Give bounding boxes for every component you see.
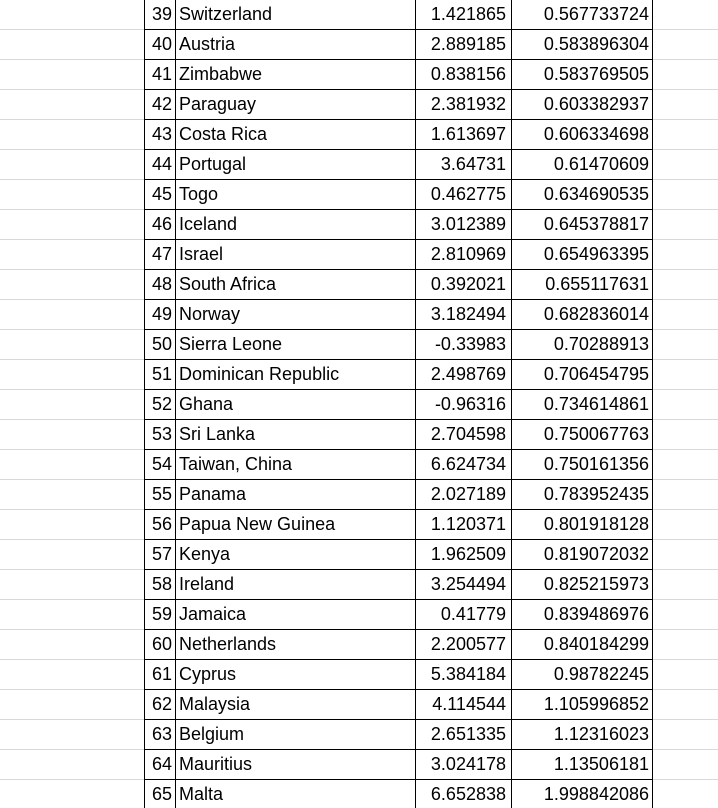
table-row [0,540,718,570]
value-2-cell[interactable]: 0.603382937 [512,90,652,120]
country-cell[interactable]: Papua New Guinea [176,510,416,540]
empty-cell[interactable] [0,210,144,239]
empty-cell[interactable] [0,660,144,689]
table-row [0,0,718,30]
value-2-cell[interactable]: 0.750067763 [512,420,652,450]
empty-cell[interactable] [652,210,718,239]
empty-cell[interactable] [652,270,718,299]
value-1-cell[interactable]: 3.024178 [416,750,511,780]
country-cell[interactable]: Sri Lanka [176,420,416,450]
empty-cell[interactable] [0,120,144,149]
country-cell[interactable]: Netherlands [176,630,416,660]
value-2-cell[interactable]: 0.783952435 [512,480,652,510]
row-number-cell[interactable]: 45 [144,180,175,210]
value-2-cell[interactable]: 0.70288913 [512,330,652,360]
empty-cell[interactable] [652,30,718,59]
table-row [0,750,718,780]
country-cell[interactable]: Belgium [176,720,416,750]
empty-cell[interactable] [0,90,144,119]
row-number-cell[interactable]: 63 [144,720,175,750]
empty-cell[interactable] [0,690,144,719]
row-number-cell[interactable]: 65 [144,780,175,808]
empty-cell[interactable] [0,480,144,509]
row-number-cell[interactable]: 52 [144,390,175,420]
value-2-cell[interactable]: 0.655117631 [512,270,652,300]
value-2-cell[interactable]: 0.583896304 [512,30,652,60]
table-row [0,450,718,480]
value-1-cell[interactable]: 0.838156 [416,60,511,90]
row-number-cell[interactable]: 50 [144,330,175,360]
value-1-cell[interactable]: 5.384184 [416,660,511,690]
country-cell[interactable]: Costa Rica [176,120,416,150]
country-cell[interactable]: South Africa [176,270,416,300]
row-number-cell[interactable]: 55 [144,480,175,510]
table-row [0,30,718,60]
value-2-cell[interactable]: 1.105996852 [512,690,652,720]
value-1-cell[interactable]: 3.012389 [416,210,511,240]
row-number-cell[interactable]: 51 [144,360,175,390]
value-2-cell[interactable]: 0.567733724 [512,0,652,30]
value-2-cell[interactable]: 1.998842086 [512,780,652,808]
value-1-cell[interactable]: 2.027189 [416,480,511,510]
value-1-cell[interactable]: 3.182494 [416,300,511,330]
value-2-cell[interactable]: 0.98782245 [512,660,652,690]
value-2-cell[interactable]: 0.606334698 [512,120,652,150]
country-cell[interactable]: Taiwan, China [176,450,416,480]
empty-cell[interactable] [0,630,144,659]
value-2-cell[interactable]: 0.734614861 [512,390,652,420]
empty-cell[interactable] [652,360,718,389]
country-cell[interactable]: Malaysia [176,690,416,720]
table-row [0,570,718,600]
empty-cell[interactable] [652,390,718,419]
empty-cell[interactable] [652,330,718,359]
empty-cell[interactable] [652,720,718,749]
country-cell[interactable]: Malta [176,780,416,808]
empty-cell[interactable] [0,0,144,29]
country-cell[interactable]: Switzerland [176,0,416,30]
cell-border [175,0,176,808]
table-row [0,330,718,360]
country-cell[interactable]: Zimbabwe [176,60,416,90]
empty-cell[interactable] [652,300,718,329]
empty-cell[interactable] [652,60,718,89]
empty-cell[interactable] [652,90,718,119]
table-row [0,510,718,540]
empty-cell[interactable] [0,180,144,209]
empty-cell[interactable] [0,360,144,389]
row-number-cell[interactable]: 53 [144,420,175,450]
row-number-cell[interactable]: 54 [144,450,175,480]
row-number-cell[interactable]: 41 [144,60,175,90]
value-2-cell[interactable]: 0.750161356 [512,450,652,480]
country-cell[interactable]: Kenya [176,540,416,570]
value-2-cell[interactable]: 1.13506181 [512,750,652,780]
value-1-cell[interactable]: 1.962509 [416,540,511,570]
value-1-cell[interactable]: -0.96316 [416,390,511,420]
value-1-cell[interactable]: 1.421865 [416,0,511,30]
country-cell[interactable]: Norway [176,300,416,330]
empty-cell[interactable] [0,150,144,179]
value-2-cell[interactable]: 0.825215973 [512,570,652,600]
table-row [0,420,718,450]
empty-cell[interactable] [0,780,144,808]
table-row [0,300,718,330]
row-number-cell[interactable]: 58 [144,570,175,600]
country-cell[interactable]: Dominican Republic [176,360,416,390]
cell-border [652,0,653,808]
value-2-cell[interactable]: 1.12316023 [512,720,652,750]
table-row [0,360,718,390]
table-row [0,720,718,750]
row-number-cell[interactable]: 46 [144,210,175,240]
row-number-cell[interactable]: 61 [144,660,175,690]
value-1-cell[interactable]: 4.114544 [416,690,511,720]
table-row [0,120,718,150]
country-cell[interactable]: Portugal [176,150,416,180]
row-number-cell[interactable]: 56 [144,510,175,540]
empty-cell[interactable] [652,240,718,269]
empty-cell[interactable] [0,750,144,779]
value-1-cell[interactable]: 3.64731 [416,150,511,180]
empty-cell[interactable] [0,720,144,749]
value-1-cell[interactable]: 1.120371 [416,510,511,540]
value-1-cell[interactable]: 2.810969 [416,240,511,270]
empty-cell[interactable] [652,480,718,509]
country-cell[interactable]: Ghana [176,390,416,420]
row-number-cell[interactable]: 60 [144,630,175,660]
row-number-cell[interactable]: 43 [144,120,175,150]
empty-cell[interactable] [0,330,144,359]
table-row [0,630,718,660]
empty-cell[interactable] [652,450,718,479]
value-1-cell[interactable]: -0.33983 [416,330,511,360]
empty-cell[interactable] [0,30,144,59]
table-row [0,150,718,180]
row-number-cell[interactable]: 40 [144,30,175,60]
row-number-cell[interactable]: 48 [144,270,175,300]
country-cell[interactable]: Iceland [176,210,416,240]
value-2-cell[interactable]: 0.654963395 [512,240,652,270]
empty-cell[interactable] [0,60,144,89]
empty-cell[interactable] [652,0,718,29]
value-1-cell[interactable]: 0.462775 [416,180,511,210]
table-row [0,60,718,90]
value-2-cell[interactable]: 0.61470609 [512,150,652,180]
row-number-cell[interactable]: 39 [144,0,175,30]
country-cell[interactable]: Togo [176,180,416,210]
empty-cell[interactable] [652,150,718,179]
table-row [0,90,718,120]
empty-cell[interactable] [652,420,718,449]
row-number-cell[interactable]: 59 [144,600,175,630]
table-row [0,180,718,210]
country-cell[interactable]: Sierra Leone [176,330,416,360]
empty-cell[interactable] [0,570,144,599]
empty-cell[interactable] [652,570,718,599]
country-cell[interactable]: Paraguay [176,90,416,120]
value-1-cell[interactable]: 6.624734 [416,450,511,480]
value-2-cell[interactable]: 0.645378817 [512,210,652,240]
table-row [0,210,718,240]
value-1-cell[interactable]: 0.41779 [416,600,511,630]
empty-cell[interactable] [652,540,718,569]
country-cell[interactable]: Israel [176,240,416,270]
value-2-cell[interactable]: 0.682836014 [512,300,652,330]
row-number-cell[interactable]: 49 [144,300,175,330]
table-row [0,480,718,510]
value-1-cell[interactable]: 2.651335 [416,720,511,750]
empty-cell[interactable] [0,240,144,269]
value-1-cell[interactable]: 1.613697 [416,120,511,150]
cell-border [415,0,416,808]
table-row [0,690,718,720]
value-2-cell[interactable]: 0.819072032 [512,540,652,570]
value-2-cell[interactable]: 0.706454795 [512,360,652,390]
empty-cell[interactable] [0,540,144,569]
row-number-cell[interactable]: 57 [144,540,175,570]
value-1-cell[interactable]: 3.254494 [416,570,511,600]
country-cell[interactable]: Mauritius [176,750,416,780]
empty-cell[interactable] [0,420,144,449]
empty-cell[interactable] [652,180,718,209]
value-1-cell[interactable]: 2.889185 [416,30,511,60]
empty-cell[interactable] [0,600,144,629]
value-1-cell[interactable]: 2.498769 [416,360,511,390]
value-2-cell[interactable]: 0.801918128 [512,510,652,540]
empty-cell[interactable] [0,270,144,299]
empty-cell[interactable] [0,300,144,329]
value-1-cell[interactable]: 2.704598 [416,420,511,450]
table-row [0,390,718,420]
value-2-cell[interactable]: 0.839486976 [512,600,652,630]
table-row [0,270,718,300]
empty-cell[interactable] [652,690,718,719]
row-number-cell[interactable]: 44 [144,150,175,180]
row-number-cell[interactable]: 64 [144,750,175,780]
empty-cell[interactable] [652,510,718,539]
row-number-cell[interactable]: 42 [144,90,175,120]
value-2-cell[interactable]: 0.583769505 [512,60,652,90]
table-row [0,600,718,630]
empty-cell[interactable] [0,390,144,419]
cell-border [511,0,512,808]
empty-cell[interactable] [652,750,718,779]
country-cell[interactable]: Cyprus [176,660,416,690]
value-1-cell[interactable]: 2.381932 [416,90,511,120]
empty-cell[interactable] [652,120,718,149]
value-2-cell[interactable]: 0.840184299 [512,630,652,660]
country-cell[interactable]: Ireland [176,570,416,600]
table-row [0,660,718,690]
cell-border [144,0,145,808]
value-1-cell[interactable]: 2.200577 [416,630,511,660]
row-number-cell[interactable]: 47 [144,240,175,270]
country-cell[interactable]: Jamaica [176,600,416,630]
row-number-cell[interactable]: 62 [144,690,175,720]
empty-cell[interactable] [652,630,718,659]
table-row [0,780,718,808]
value-2-cell[interactable]: 0.634690535 [512,180,652,210]
country-cell[interactable]: Austria [176,30,416,60]
empty-cell[interactable] [0,450,144,479]
table-row [0,240,718,270]
empty-cell[interactable] [652,600,718,629]
empty-cell[interactable] [0,510,144,539]
empty-cell[interactable] [652,780,718,808]
value-1-cell[interactable]: 6.652838 [416,780,511,808]
value-1-cell[interactable]: 0.392021 [416,270,511,300]
empty-cell[interactable] [652,660,718,689]
country-cell[interactable]: Panama [176,480,416,510]
